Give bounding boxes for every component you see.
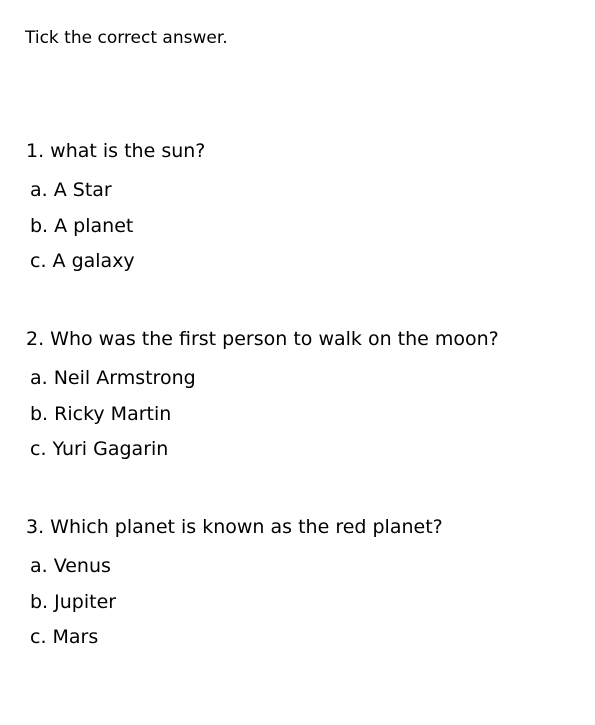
instruction-text: Tick the correct answer.: [25, 28, 228, 48]
option-c[interactable]: c. Mars: [30, 626, 99, 648]
option-a[interactable]: a. Venus: [30, 555, 111, 577]
option-list: [30, 554, 116, 661]
option-b[interactable]: b. Jupiter: [30, 590, 117, 613]
question-text: 2. Who was the first person to walk on the moon?: [26, 328, 499, 350]
option-a[interactable]: a. Neil Armstrong: [30, 367, 196, 389]
option-a[interactable]: a. A Star: [30, 179, 112, 201]
question-text: 1. what is the sun?: [26, 140, 206, 162]
option-c[interactable]: c. A galaxy: [30, 250, 135, 272]
option-c[interactable]: c. Yuri Gagarin: [30, 438, 169, 460]
question-text: 3. Which planet is known as the red planet?: [26, 516, 443, 538]
option-list: [30, 178, 135, 285]
option-b[interactable]: b. Ricky Martin: [30, 402, 172, 425]
option-list: [30, 366, 196, 473]
option-b[interactable]: b. A planet: [30, 214, 134, 237]
